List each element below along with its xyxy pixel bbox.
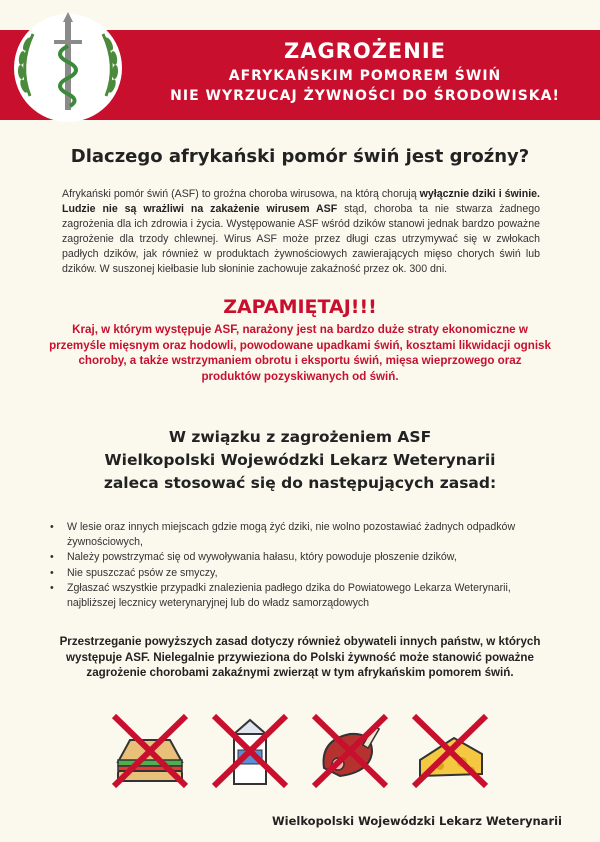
header-subtitle-2: NIE WYRZUCAJ ŻYWNOŚCI DO ŚRODOWISKA! <box>170 88 560 104</box>
intro-bold-2: Ludzie nie są wrażliwi na zakażenie wirusem ASF <box>62 203 338 215</box>
recommendation-heading <box>40 426 560 495</box>
intro-text-1: Afrykański pomór świń (ASF) to groźna choroba wirusowa, na którą chorują <box>62 188 420 200</box>
rule-item: • Nie spuszczać psów ze smyczy, <box>50 566 560 581</box>
foreign-citizens-note: Przestrzeganie powyższych zasad dotyczy również obywateli innych państw, w których występuje ASF. Nielegalnie przywieziona do Polski żywność może stanowić poważne zagrożenie chorobami zakaźnymi zwierząt w tym afrykańskim pomorem świń. <box>59 635 541 680</box>
recommendation-line-3: zaleca stosować się do następujących zasad: <box>103 474 497 492</box>
prohibited-food-icons <box>110 710 500 790</box>
rule-item: • W lesie oraz innych miejscach gdzie mogą żyć dziki, nie wolno pozostawiać żadnych odpadków żywnościowych, <box>50 520 560 550</box>
header-subtitle: AFRYKAŃSKIM POMOREM ŚWIŃ <box>228 68 502 84</box>
headline: Dlaczego afrykański pomór świń jest groźny? <box>70 146 530 167</box>
sandwich-icon <box>110 710 190 790</box>
ham-icon <box>310 710 390 790</box>
header-text <box>140 38 590 106</box>
intro-paragraph <box>62 187 540 277</box>
remember-title: ZAPAMIĘTAJ!!! <box>223 296 377 318</box>
signature: Wielkopolski Wojewódzki Lekarz Weterynarii <box>271 814 562 828</box>
cheese-icon <box>410 710 490 790</box>
rule-item: • Należy powstrzymać się od wywoływania hałasu, który powoduje płoszenie dzików, <box>50 550 560 565</box>
recommendation-line-2: Wielkopolski Wojewódzki Lekarz Weterynarii <box>104 451 496 469</box>
milk-carton-icon <box>210 710 290 790</box>
intro-bold-1: wyłącznie dziki i świnie. <box>419 188 540 200</box>
recommendation-line-1: W związku z zagrożeniem ASF <box>168 428 432 446</box>
remember-text: Kraj, w którym występuje ASF, narażony jest na bardzo duże straty ekonomiczne w przemyśle mięsnym oraz hodowli, powodowane upadkami świń, kosztami likwidacji ognisk choroby, a także wstrzymaniem obrotu i eksportu świń, mięsa wieprzowego oraz produktów pozyskiwanych od świń. <box>49 323 551 383</box>
intro-text-2: stąd, choroba ta nie stwarza żadnego zagrożenia dla ich zdrowia i życia. Występowanie ASF wśród dzików stanowi jednak bardzo poważne zagrożenie dla trzody chlewnej. Wirus ASF może przez długi czas utrzymywać się w zwłokach padłych dzików, jak również w produktach żywnościowych zawierających mięso chorych świń lub dzików. W suszonej kiełbasie lub słoninie zachowuje zakaźność przez ok. 300 dni. <box>62 203 541 275</box>
rule-item: • Zgłaszać wszystkie przypadki znalezienia padłego dzika do Powiatowego Lekarza Weterynarii, najbliższej lecznicy weterynaryjnej lub do władz samorządowych <box>50 581 560 611</box>
header-title: ZAGROŻENIE <box>283 39 447 63</box>
veterinary-logo-icon <box>8 6 128 126</box>
rules-list <box>50 520 560 611</box>
